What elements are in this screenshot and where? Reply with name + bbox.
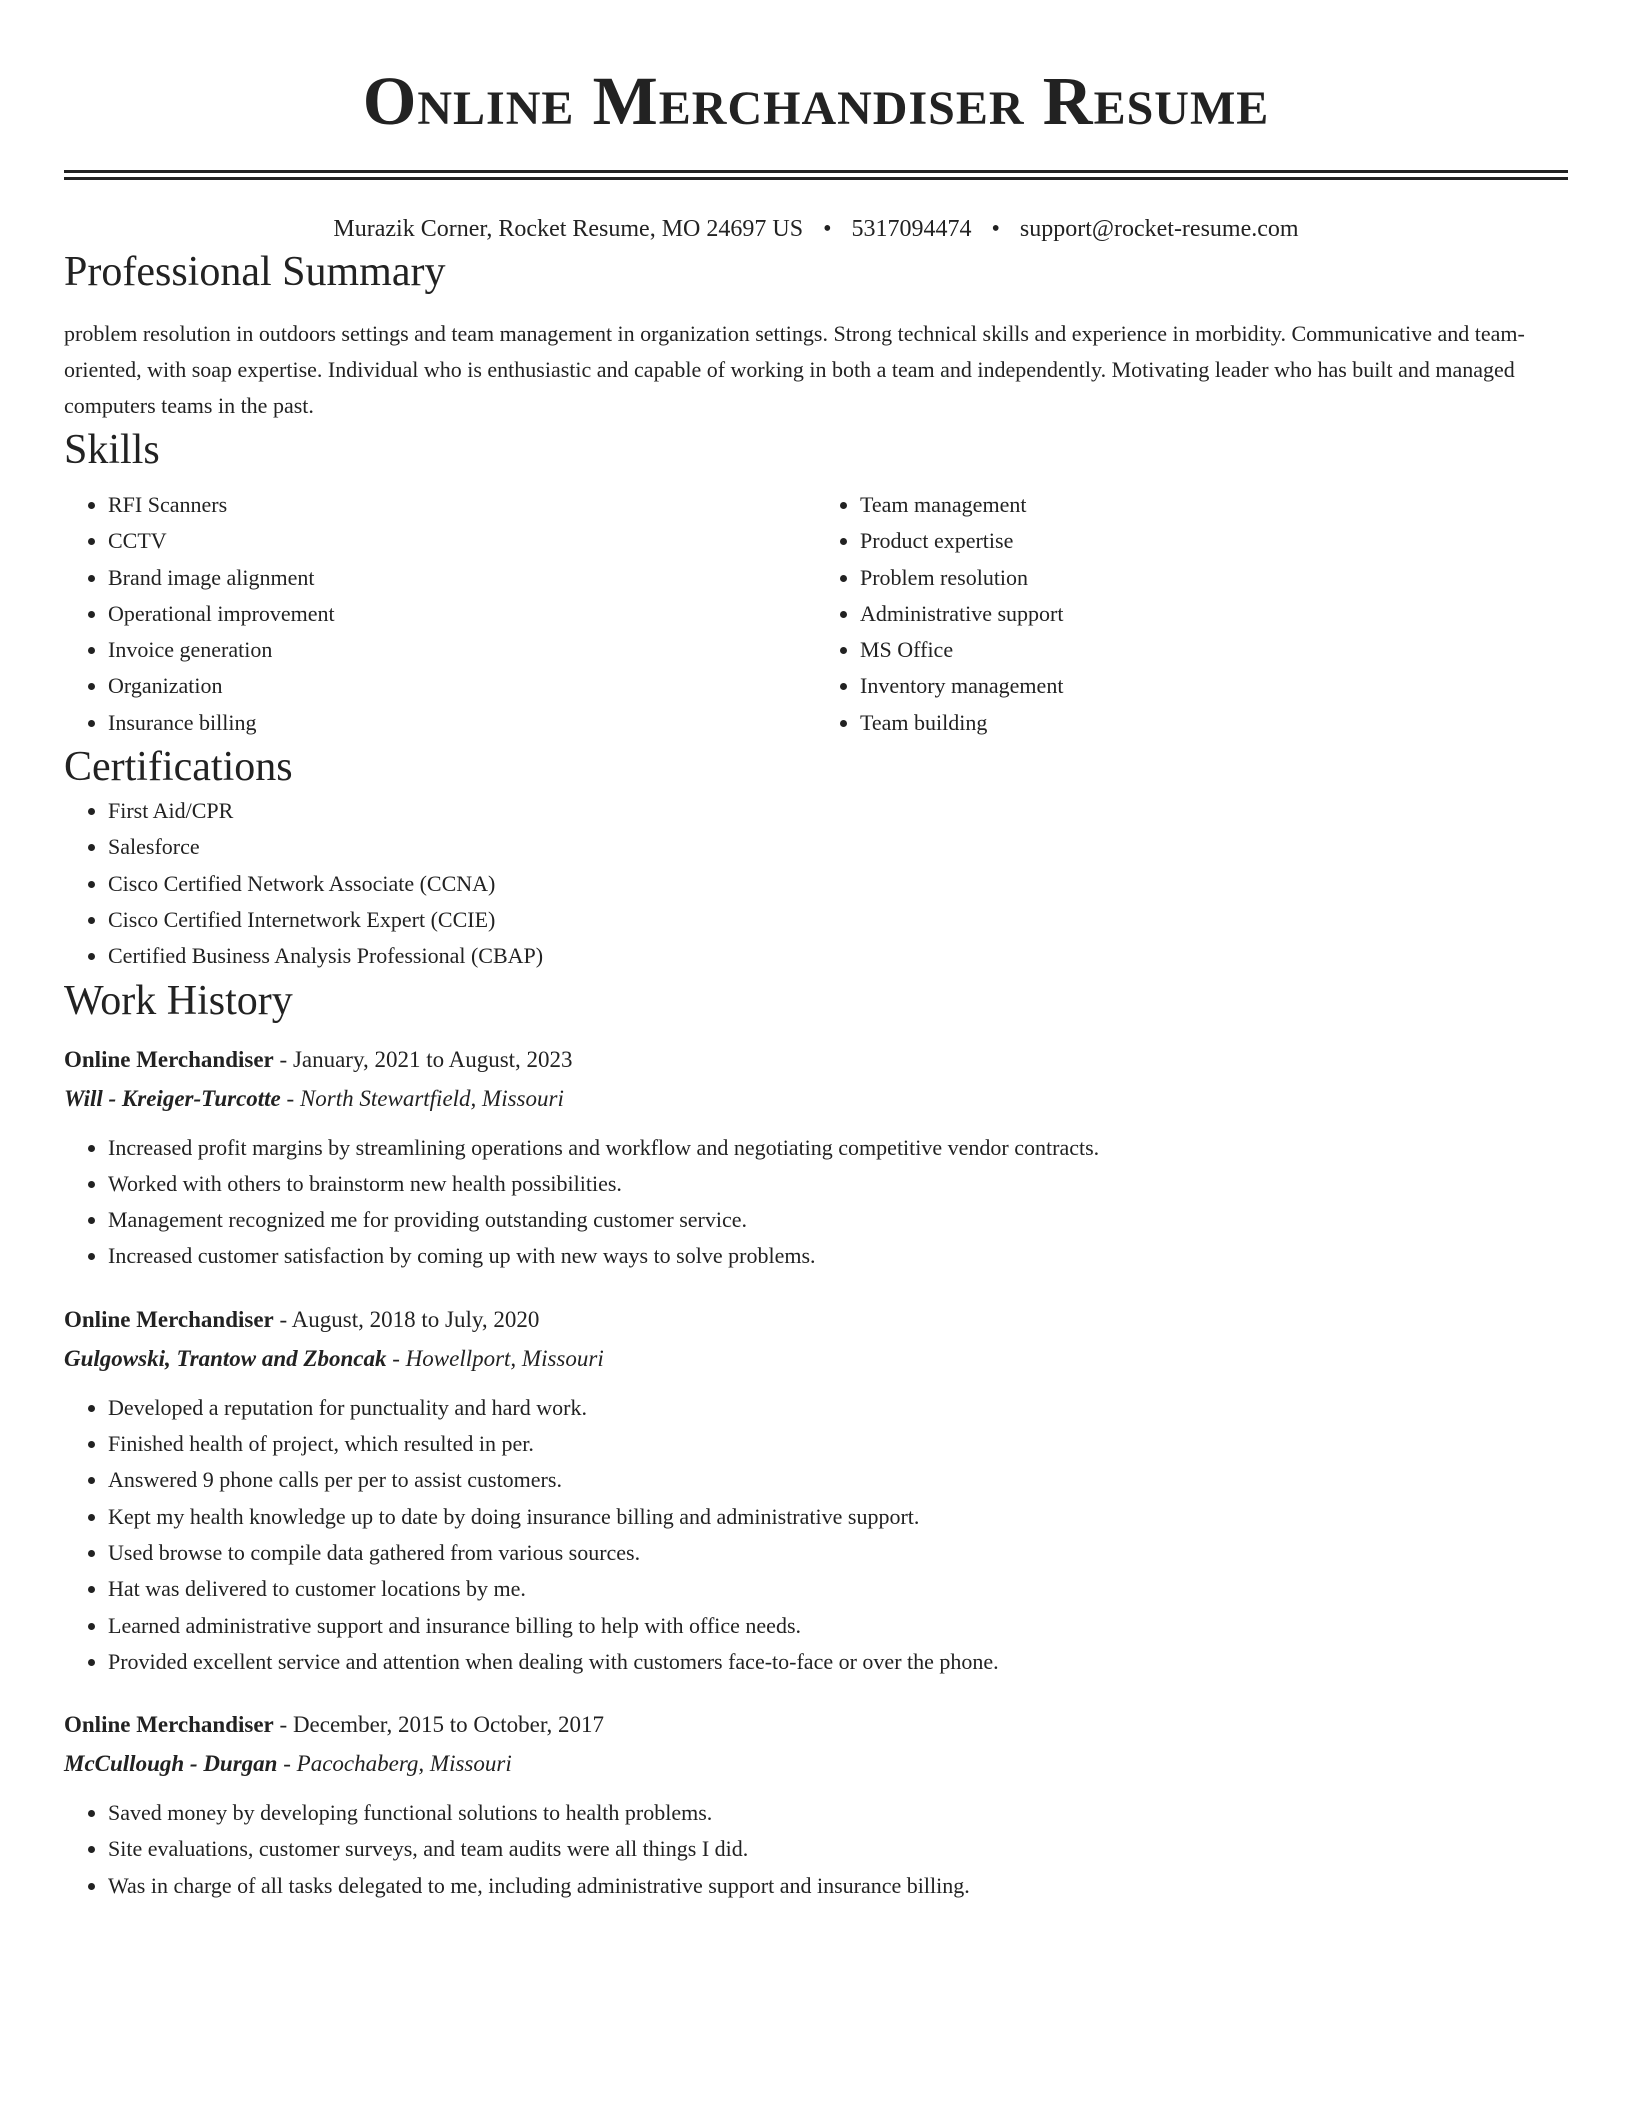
summary-text: problem resolution in outdoors settings and team management in organization settings. Strong technical skills and experience in morbidity. Communicative and team-oriented, with soap expertise. Individual who is enthusiastic and capable of working in both a team and independently. Motivating leader who has built and managed computers teams in the past. bbox=[64, 321, 1525, 418]
summary-heading: Professional Summary bbox=[64, 249, 446, 295]
job-bullet: • Kept my health knowledge up to date by doing insurance billing and administrative support. bbox=[108, 1499, 1568, 1535]
job-title-line: Online Merchandiser - December, 2015 to October, 2017 bbox=[64, 1712, 605, 1738]
skills-list-left bbox=[64, 487, 816, 741]
skill-item: • CCTV bbox=[108, 523, 816, 559]
job-bullet: • Answered 9 phone calls per per to assist customers. bbox=[108, 1462, 1568, 1498]
job-bullets bbox=[64, 1130, 1568, 1275]
job-bullet: • Developed a reputation for punctuality and hard work. bbox=[108, 1390, 1568, 1426]
certifications-list bbox=[64, 793, 1568, 974]
job-dates: January, 2021 to August, 2023 bbox=[292, 1046, 573, 1072]
certifications-heading: Certifications bbox=[64, 744, 293, 791]
job-bullets bbox=[64, 1795, 1568, 1904]
job-location: Howellport, Missouri bbox=[405, 1345, 604, 1371]
skill-item: • MS Office bbox=[860, 632, 1568, 668]
skill-item: • Operational improvement bbox=[108, 596, 816, 632]
job-bullet: • Finished health of project, which resulted in per. bbox=[108, 1426, 1568, 1462]
job-bullet: • Increased profit margins by streamlining operations and workflow and negotiating competitive vendor contracts. bbox=[108, 1130, 1568, 1166]
contact-address: Murazik Corner, Rocket Resume, MO 24697 US bbox=[333, 216, 804, 242]
skill-item: • Invoice generation bbox=[108, 632, 816, 668]
skill-item: • Team management bbox=[860, 487, 1568, 523]
job-company-line: McCullough - Durgan - Pacochaberg, Missouri bbox=[64, 1751, 512, 1777]
job-role: Online Merchandiser bbox=[64, 1046, 274, 1072]
skills-heading: Skills bbox=[64, 427, 160, 473]
job-dates: December, 2015 to October, 2017 bbox=[292, 1712, 605, 1738]
contact-line bbox=[64, 212, 1568, 246]
skill-item: • Team building bbox=[860, 705, 1568, 741]
contact-phone: 5317094474 bbox=[851, 216, 972, 242]
contact-email: support@rocket-resume.com bbox=[1019, 216, 1299, 242]
job-entry bbox=[64, 1300, 1568, 1680]
skill-item: • Brand image alignment bbox=[108, 560, 816, 596]
skill-item: • Organization bbox=[108, 668, 816, 704]
job-role: Online Merchandiser bbox=[64, 1712, 274, 1738]
job-company: Will - Kreiger-Turcotte bbox=[64, 1085, 281, 1111]
job-dates: August, 2018 to July, 2020 bbox=[291, 1306, 540, 1332]
job-entry bbox=[64, 1040, 1568, 1275]
job-title-line: Online Merchandiser - January, 2021 to August, 2023 bbox=[64, 1046, 573, 1072]
job-company: McCullough - Durgan bbox=[64, 1751, 278, 1777]
certification-item: • Cisco Certified Network Associate (CCNA) bbox=[108, 866, 1568, 902]
job-bullet: • Provided excellent service and attention when dealing with customers face-to-face or over the phone. bbox=[108, 1644, 1568, 1680]
job-bullet: • Increased customer satisfaction by coming up with new ways to solve problems. bbox=[108, 1238, 1568, 1274]
skill-item: • Problem resolution bbox=[860, 560, 1568, 596]
job-company-line: Gulgowski, Trantow and Zboncak - Howellport, Missouri bbox=[64, 1345, 604, 1371]
certification-item: • Cisco Certified Internetwork Expert (CCIE) bbox=[108, 902, 1568, 938]
skill-item: • RFI Scanners bbox=[108, 487, 816, 523]
certification-item: • First Aid/CPR bbox=[108, 793, 1568, 829]
job-bullet: • Saved money by developing functional solutions to health problems. bbox=[108, 1795, 1568, 1831]
skill-item: • Product expertise bbox=[860, 523, 1568, 559]
job-title-line: Online Merchandiser - August, 2018 to July, 2020 bbox=[64, 1306, 540, 1332]
contact-separator: • bbox=[823, 216, 832, 242]
job-entry bbox=[64, 1705, 1568, 1904]
certification-item: • Certified Business Analysis Professional (CBAP) bbox=[108, 938, 1568, 974]
title-double-rule bbox=[64, 170, 1568, 180]
job-bullet: • Site evaluations, customer surveys, and team audits were all things I did. bbox=[108, 1831, 1568, 1867]
skill-item: • Administrative support bbox=[860, 596, 1568, 632]
job-bullet: • Worked with others to brainstorm new health possibilities. bbox=[108, 1166, 1568, 1202]
job-location: Pacochaberg, Missouri bbox=[296, 1751, 512, 1777]
job-bullet: • Learned administrative support and insurance billing to help with office needs. bbox=[108, 1608, 1568, 1644]
skills-columns bbox=[64, 487, 1568, 741]
job-company: Gulgowski, Trantow and Zboncak bbox=[64, 1345, 387, 1371]
job-company-line: Will - Kreiger-Turcotte - North Stewartfield, Missouri bbox=[64, 1085, 564, 1111]
job-location: North Stewartfield, Missouri bbox=[299, 1085, 564, 1111]
job-bullets bbox=[64, 1390, 1568, 1680]
skill-item: • Inventory management bbox=[860, 668, 1568, 704]
contact-separator: • bbox=[991, 216, 1000, 242]
job-bullet: • Used browse to compile data gathered from various sources. bbox=[108, 1535, 1568, 1571]
work-history-heading: Work History bbox=[64, 977, 293, 1024]
skill-item: • Insurance billing bbox=[108, 705, 816, 741]
certification-item: • Salesforce bbox=[108, 829, 1568, 865]
resume-title: Online Merchandiser Resume bbox=[362, 63, 1270, 139]
job-bullet: • Management recognized me for providing outstanding customer service. bbox=[108, 1202, 1568, 1238]
skills-list-right bbox=[816, 487, 1568, 741]
job-role: Online Merchandiser bbox=[64, 1306, 274, 1332]
job-bullet: • Hat was delivered to customer locations by me. bbox=[108, 1571, 1568, 1607]
job-bullet: • Was in charge of all tasks delegated to me, including administrative support and insurance billing. bbox=[108, 1868, 1568, 1904]
